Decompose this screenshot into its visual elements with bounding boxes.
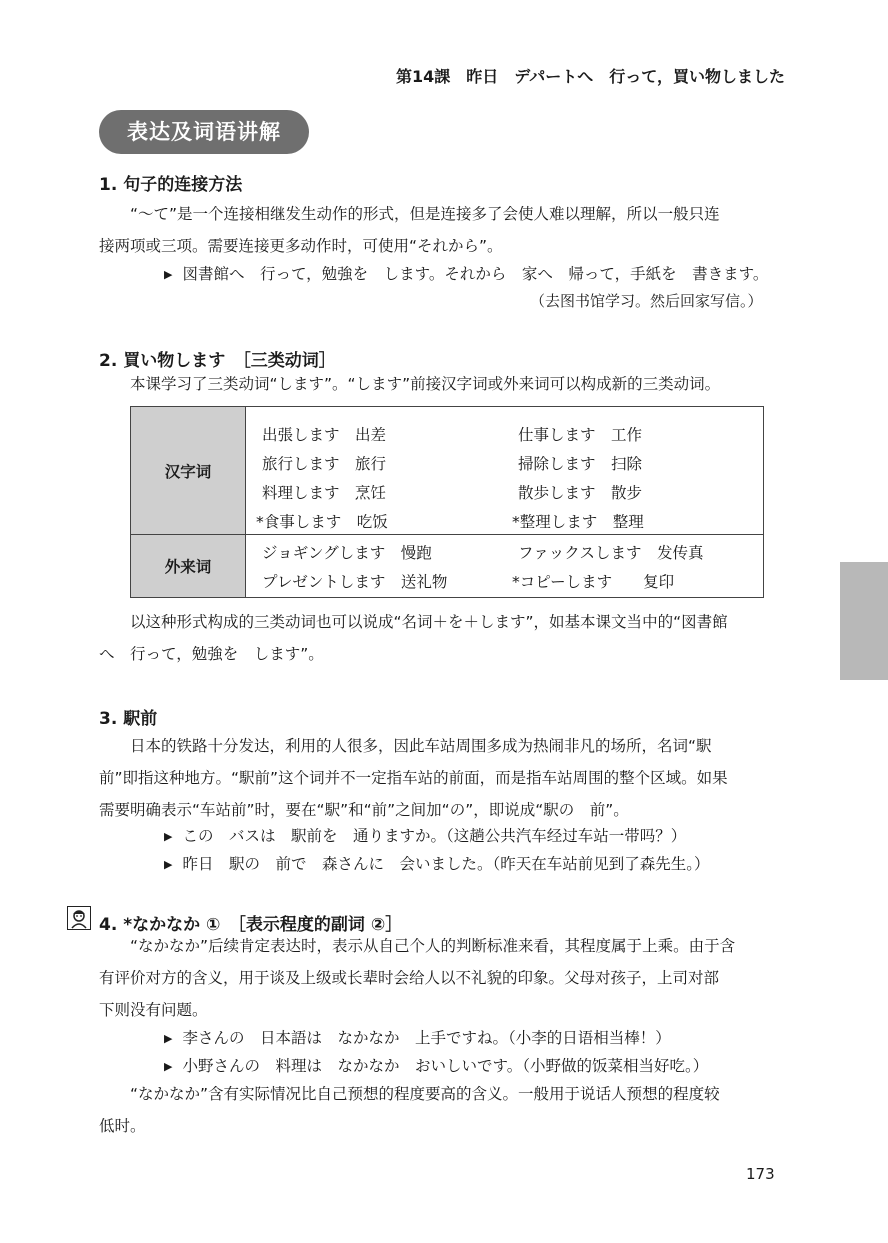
gairai-row-1-right: ファックスします 发传真 xyxy=(518,544,704,562)
section-title: 表达及词语讲解 xyxy=(99,110,309,154)
para-4-line-1: “なかなか”后续肯定表达时，表示从自己个人的判断标准来看，其程度属于上乘。由于含 xyxy=(130,937,736,955)
heading-1: 1. 句子的连接方法 xyxy=(99,175,243,195)
heading-3: 3. 駅前 xyxy=(99,709,158,729)
bullet-triangle-icon: ▶ xyxy=(164,830,173,843)
kanji-row-1-left: 出張します 出差 xyxy=(262,426,387,444)
closing-4-line-2: 低时。 xyxy=(99,1117,146,1135)
gairai-cell xyxy=(246,535,764,598)
para-1-line-1: “～て”是一个连接相继发生动作的形式，但是连接多了会使人难以理解，所以一般只连 xyxy=(130,205,720,223)
para-3-line-3: 需要明确表示“车站前”时，要在“駅”和“前”之间加“の”，即说成“駅の 前”。 xyxy=(99,801,629,819)
verb-table xyxy=(130,406,764,598)
kanji-row-1-right: 仕事します 工作 xyxy=(518,426,643,444)
example-1 xyxy=(164,262,768,284)
bullet-triangle-icon: ▶ xyxy=(164,268,173,281)
kanji-row-3-left: 料理します 烹饪 xyxy=(262,484,387,502)
page-number: 173 xyxy=(746,1165,775,1183)
example-3-2-text: 昨日 駅の 前で 森さんに 会いました。（昨天在车站前见到了森先生。） xyxy=(182,855,710,873)
translation-1: （去图书馆学习。然后回家写信。） xyxy=(530,292,763,310)
intro-2: 本课学习了三类动词“します”。“します”前接汉字词或外来词可以构成新的三类动词。 xyxy=(130,375,721,393)
heading-4: 4. *なかなか ① ［表示程度的副词 ②］ xyxy=(99,915,403,935)
after-2-line-1: 以这种形式构成的三类动词也可以说成“名词＋を＋します”，如基本课文当中的“図書館 xyxy=(130,613,728,631)
gairai-row-2-right: *コピーします 复印 xyxy=(512,573,675,591)
side-tab xyxy=(840,562,888,680)
example-4-2 xyxy=(164,1054,708,1076)
kanji-row-4-right: *整理します 整理 xyxy=(512,513,644,531)
kanji-row-4-left: *食事します 吃饭 xyxy=(256,513,388,531)
bullet-triangle-icon: ▶ xyxy=(164,1060,173,1073)
teacher-icon xyxy=(67,906,91,930)
para-3-line-2: 前”即指这种地方。“駅前”这个词并不一定指车站的前面，而是指车站周围的整个区域。如果 xyxy=(99,769,728,787)
para-4-line-2: 有评价对方的含义，用于谈及上级或长辈时会给人以不礼貌的印象。父母对孩子，上司对部 xyxy=(99,969,720,987)
kanji-row-3-right: 散歩します 散步 xyxy=(518,484,643,502)
example-3-1 xyxy=(164,824,686,846)
example-4-2-text: 小野さんの 料理は なかなか おいしいです。（小野做的饭菜相当好吃。） xyxy=(182,1057,709,1075)
para-4-line-3: 下则没有问题。 xyxy=(99,1001,208,1019)
chapter-header: 第14課 昨日 デパートへ 行って，買い物しました xyxy=(396,67,785,86)
bullet-triangle-icon: ▶ xyxy=(164,858,173,871)
gairai-row-1-left: ジョギングします 慢跑 xyxy=(262,544,432,562)
example-4-1 xyxy=(164,1026,671,1048)
category-gairai: 外来词 xyxy=(131,535,246,598)
example-1-text: 図書館へ 行って，勉強を します。それから 家へ 帰って，手紙を 書きます。 xyxy=(182,265,769,283)
kanji-cell xyxy=(246,407,764,535)
category-kanji: 汉字词 xyxy=(131,407,246,535)
kanji-row-2-right: 掃除します 扫除 xyxy=(518,455,643,473)
bullet-triangle-icon: ▶ xyxy=(164,1032,173,1045)
gairai-row-2-left: プレゼントします 送礼物 xyxy=(262,573,448,591)
example-3-1-text: この バスは 駅前を 通りますか。（这趟公共汽车经过车站一带吗？） xyxy=(182,827,687,845)
kanji-row-2-left: 旅行します 旅行 xyxy=(262,455,387,473)
closing-4-line-1: “なかなか”含有实际情况比自己预想的程度要高的含义。一般用于说话人预想的程度较 xyxy=(130,1085,720,1103)
example-4-1-text: 李さんの 日本語は なかなか 上手ですね。（小李的日语相当棒！） xyxy=(182,1029,671,1047)
example-3-2 xyxy=(164,852,709,874)
para-1-line-2: 接两项或三项。需要连接更多动作时，可使用“それから”。 xyxy=(99,237,503,255)
para-3-line-1: 日本的铁路十分发达，利用的人很多，因此车站周围多成为热闹非凡的场所，名词“駅 xyxy=(130,737,712,755)
after-2-line-2: へ 行って，勉強を します”。 xyxy=(99,645,324,663)
heading-2: 2. 買い物します ［三类动词］ xyxy=(99,351,336,371)
